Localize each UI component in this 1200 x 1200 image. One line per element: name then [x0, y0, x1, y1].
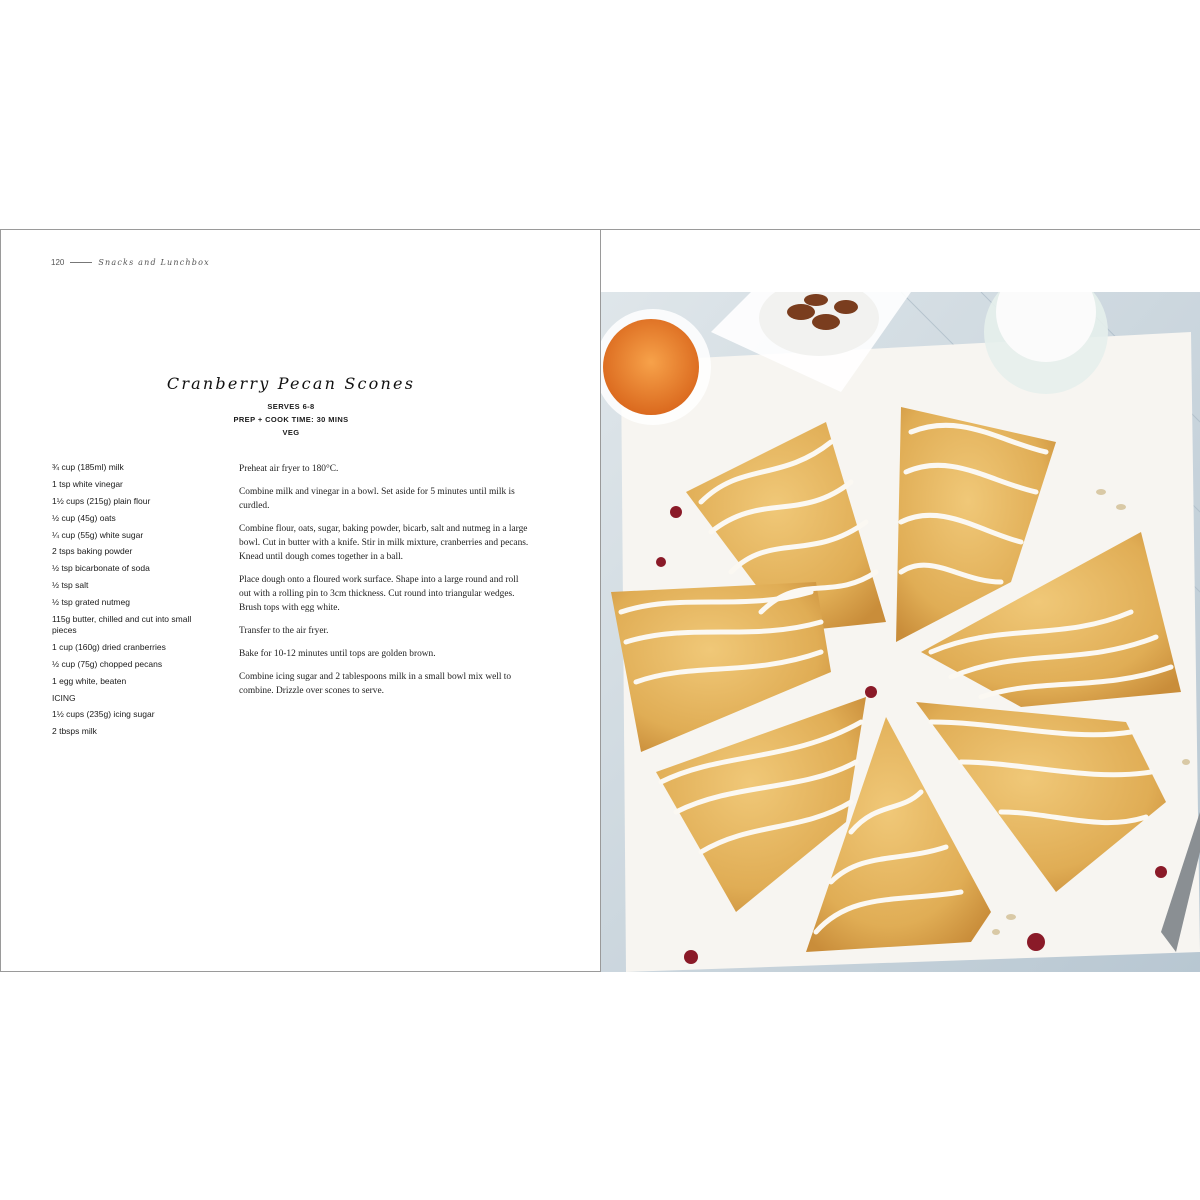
ingredient-item: ½ tsp salt — [52, 580, 89, 591]
ingredient-item: ½ cup (75g) chopped pecans — [52, 658, 163, 669]
recipe-serves: SERVES 6-8 — [267, 402, 315, 411]
method-step: Place dough onto a floured work surface. Shape into a large round and roll out with a rolling pin to 3cm thickness. Cut round into triangular wedges. Brush tops with egg white. — [239, 575, 519, 613]
icing-item: 1½ cups (235g) icing sugar — [52, 709, 155, 720]
method-step: Combine icing sugar and 2 tablespoons milk in a small bowl mix well to combine. Drizzle over scones to serve. — [239, 672, 512, 696]
ingredient-item: ¼ cup (55g) white sugar — [52, 529, 144, 540]
ingredient-item: 2 tsps baking powder — [52, 546, 133, 557]
page-number: 120 — [51, 258, 65, 267]
method-step: Combine flour, oats, sugar, baking powder, bicarb, salt and nutmeg in a large bowl. Cut in butter with a knife. Stir in milk mixture, cranberries and pecans. Knead until dough comes together in a ball. — [239, 524, 529, 562]
ingredient-item: 1 tsp white vinegar — [52, 478, 123, 489]
method-step: Preheat air fryer to 180°C. — [239, 464, 339, 474]
running-head — [51, 258, 210, 267]
ingredient-item: 1½ cups (215g) plain flour — [52, 495, 151, 506]
method-step: Combine milk and vinegar in a bowl. Set aside for 5 minutes until milk is curdled. — [239, 487, 515, 511]
left-page — [0, 230, 600, 971]
scones-photo — [601, 292, 1200, 972]
ingredient-item: ½ cup (45g) oats — [52, 512, 116, 523]
ingredient-item: ½ tsp bicarbonate of soda — [52, 563, 150, 574]
icing-item: 2 tbsps milk — [52, 726, 97, 737]
method-steps — [239, 462, 529, 707]
method-step: Transfer to the air fryer. — [239, 626, 329, 636]
section-title: Snacks and Lunchbox — [98, 258, 210, 267]
recipe-title: Cranberry Pecan Scones — [166, 374, 416, 393]
ingredient-item: 1 egg white, beaten — [52, 675, 127, 686]
ingredient-item: ¾ cup (185ml) milk — [52, 462, 124, 472]
ingredient-item: 115g butter, chilled and cut into small pieces — [52, 614, 192, 636]
method-step: Bake for 10-12 minutes until tops are golden brown. — [239, 649, 436, 659]
ingredient-item: 1 cup (160g) dried cranberries — [52, 641, 166, 652]
ingredients-list — [52, 462, 217, 743]
running-head-rule — [70, 262, 92, 263]
apricot-jam — [603, 319, 699, 415]
book-spread — [0, 229, 1200, 972]
right-page — [601, 230, 1200, 971]
recipe-time: PREP + COOK TIME: 30 MINS — [233, 415, 349, 424]
icing-heading: ICING — [52, 692, 76, 703]
recipe-tag: VEG — [282, 428, 300, 437]
ingredient-item: ½ tsp grated nutmeg — [52, 597, 130, 608]
